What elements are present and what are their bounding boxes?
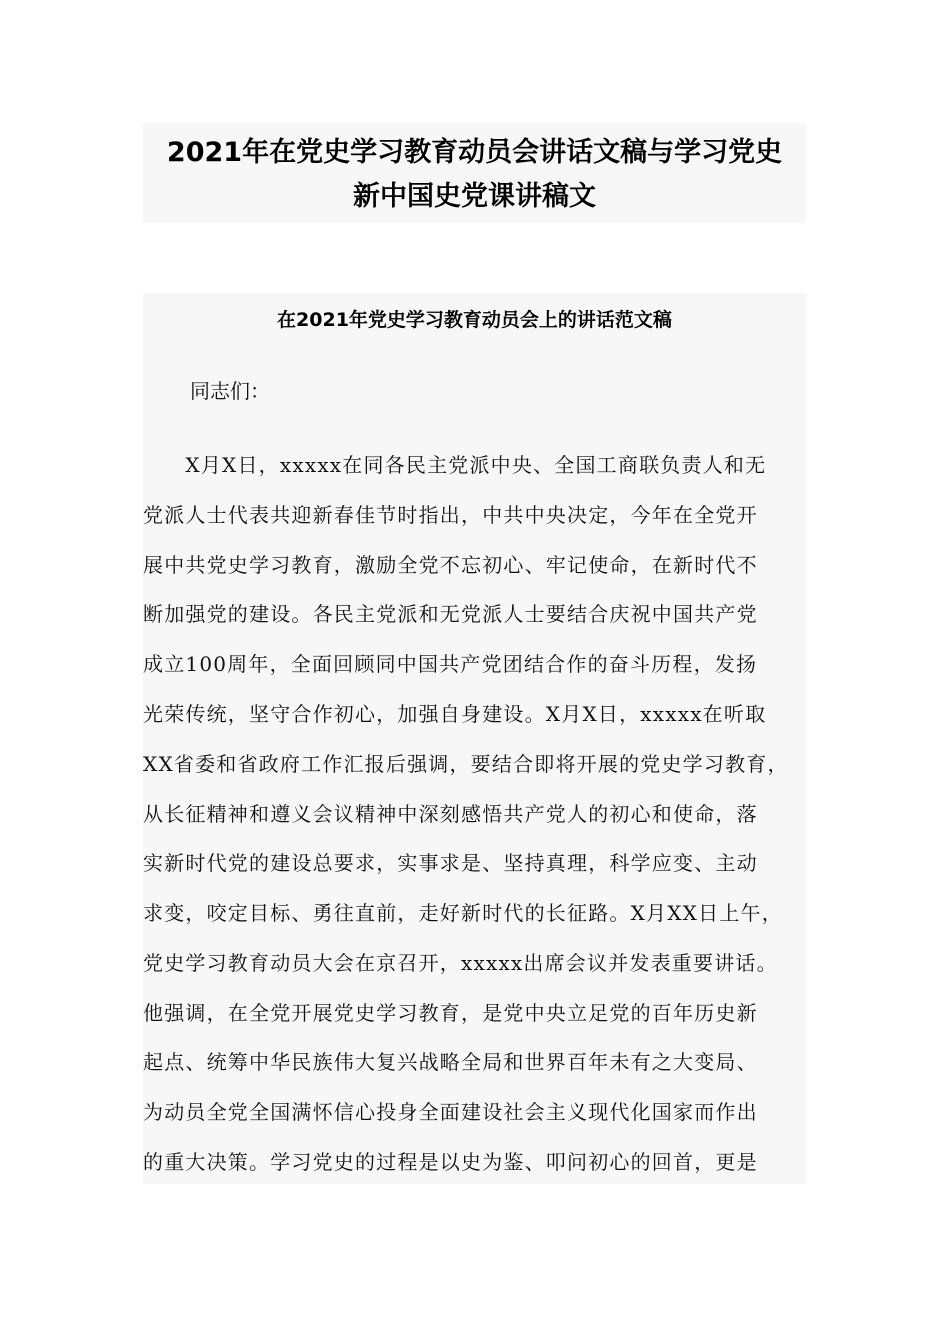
paragraph-line: 求变，咬定目标、勇往直前，走好新时代的长征路。X月XX日上午， (143, 901, 783, 925)
paragraph-line: XX省委和省政府工作汇报后强调，要结合即将开展的党史学习教育， (143, 752, 789, 776)
paragraph-line: 党史学习教育动员大会在京召开，xxxxx出席会议并发表重要讲话。 (143, 951, 778, 975)
paragraph-line: X月X日，xxxxx在同各民主党派中央、全国工商联负责人和无 (143, 453, 767, 477)
speech-body (143, 293, 806, 1184)
document-title-line-1: 2021年在党史学习教育动员会讲话文稿与学习党史 (166, 137, 783, 168)
paragraph-line: 成立100周年，全面回顾同中国共产党团结合作的奋斗历程，发扬 (143, 652, 758, 676)
paragraph-line: 实新时代党的建设总要求，实事求是、坚持真理，科学应变、主动 (143, 851, 758, 875)
salutation: 同志们： (190, 379, 270, 403)
paragraph-line: 断加强党的建设。各民主党派和无党派人士要结合庆祝中国共产党 (143, 602, 758, 626)
paragraph-line: 党派人士代表共迎新春佳节时指出，中共中央决定，今年在全党开 (143, 503, 758, 527)
document-title-line-2: 新中国史党课讲稿文 (353, 181, 596, 212)
paragraph-line: 的重大决策。学习党史的过程是以史为鉴、叩问初心的回首，更是 (143, 1150, 758, 1174)
paragraph-line: 展中共党史学习教育，激励全党不忘初心、牢记使命，在新时代不 (143, 553, 758, 577)
paragraph-line: 从长征精神和遵义会议精神中深刻感悟共产党人的初心和使命，落 (143, 802, 758, 826)
paragraph-line: 为动员全党全国满怀信心投身全面建设社会主义现代化国家而作出 (143, 1100, 758, 1124)
paragraph-line: 他强调，在全党开展党史学习教育，是党中央立足党的百年历史新 (143, 1001, 758, 1025)
paragraph-line: 起点、统筹中华民族伟大复兴战略全局和世界百年未有之大变局、 (143, 1050, 758, 1074)
speech-subtitle: 在2021年党史学习教育动员会上的讲话范文稿 (277, 309, 672, 331)
title-block (143, 123, 806, 223)
paragraph-line: 光荣传统，坚守合作初心，加强自身建设。X月X日，xxxxx在听取 (143, 702, 767, 726)
